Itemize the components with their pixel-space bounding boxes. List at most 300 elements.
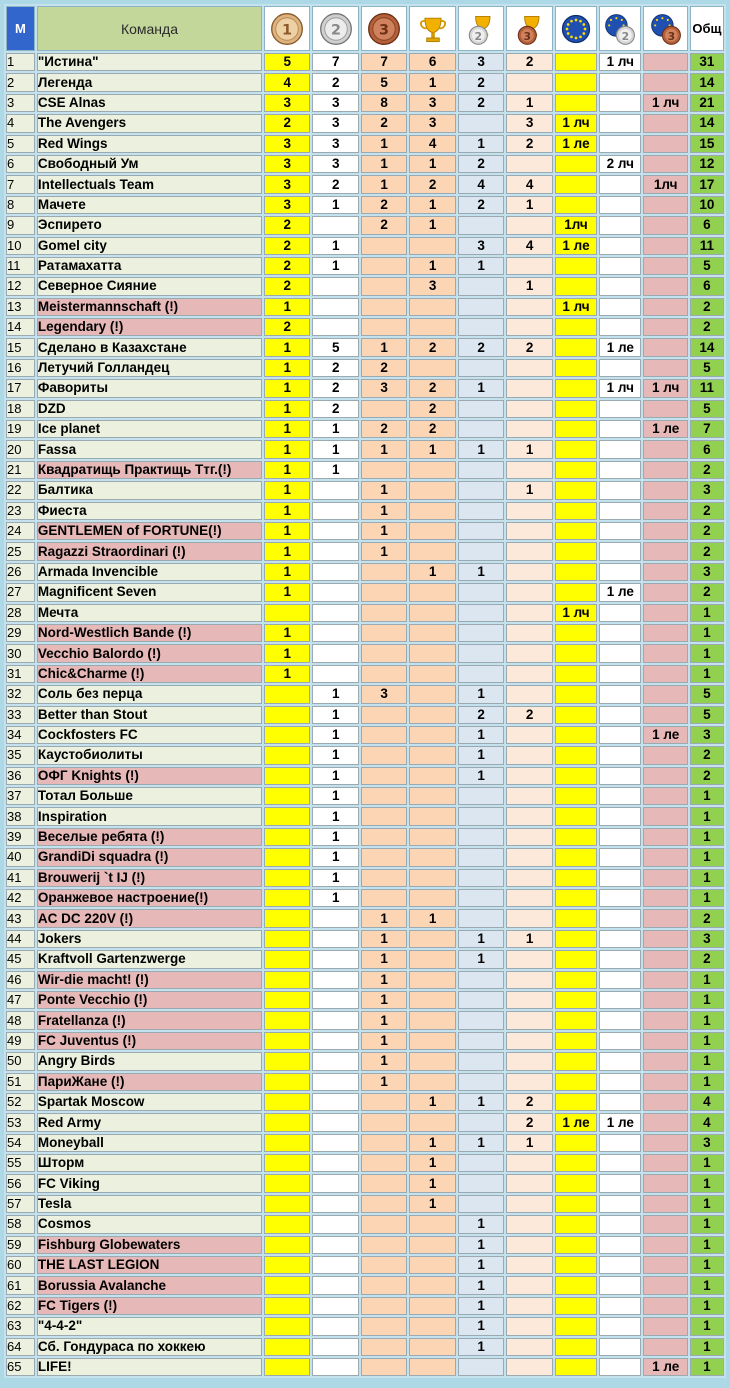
table-row bbox=[6, 1073, 724, 1091]
cell-cup-gold bbox=[409, 359, 455, 377]
cell-euro-1 bbox=[555, 400, 597, 418]
cell-cup-gold bbox=[409, 1297, 455, 1315]
table-row bbox=[6, 950, 724, 968]
cell-total: 1 bbox=[690, 1032, 724, 1050]
table-row bbox=[6, 135, 724, 153]
cell-gold bbox=[264, 1073, 310, 1091]
cell-total: 6 bbox=[690, 277, 724, 295]
cell-cup-silver bbox=[458, 848, 504, 866]
table-row bbox=[6, 624, 724, 642]
cell-total: 1 bbox=[690, 1011, 724, 1029]
cell-bronze: 1 bbox=[361, 440, 407, 458]
cell-cup-gold: 3 bbox=[409, 94, 455, 112]
cell-cup-silver bbox=[458, 869, 504, 887]
team-name: Шторм bbox=[37, 1154, 262, 1172]
cell-euro-3 bbox=[643, 828, 687, 846]
team-name: Legendary (!) bbox=[37, 318, 262, 336]
cell-euro-2 bbox=[599, 971, 641, 989]
row-number: 1 bbox=[6, 53, 35, 71]
cell-gold bbox=[264, 950, 310, 968]
cell-cup-silver bbox=[458, 787, 504, 805]
cell-euro-1 bbox=[555, 257, 597, 275]
cell-total: 1 bbox=[690, 644, 724, 662]
cell-euro-2 bbox=[599, 542, 641, 560]
row-number: 15 bbox=[6, 338, 35, 356]
cell-euro-2 bbox=[599, 216, 641, 234]
cell-silver bbox=[312, 583, 358, 601]
cell-cup-gold: 1 bbox=[409, 257, 455, 275]
cell-silver bbox=[312, 1276, 358, 1294]
cell-euro-3 bbox=[643, 685, 687, 703]
cell-cup-bronze bbox=[506, 420, 552, 438]
cell-euro-1 bbox=[555, 971, 597, 989]
cell-euro-1 bbox=[555, 1256, 597, 1274]
team-name: Fratellanza (!) bbox=[37, 1011, 262, 1029]
cell-cup-gold bbox=[409, 624, 455, 642]
cell-total: 5 bbox=[690, 400, 724, 418]
row-number: 42 bbox=[6, 889, 35, 907]
cell-euro-1 bbox=[555, 53, 597, 71]
cell-cup-gold bbox=[409, 828, 455, 846]
cell-total: 4 bbox=[690, 1113, 724, 1131]
cell-euro-3 bbox=[643, 746, 687, 764]
cell-total: 2 bbox=[690, 950, 724, 968]
cell-cup-bronze bbox=[506, 991, 552, 1009]
cell-euro-2 bbox=[599, 889, 641, 907]
cell-total: 1 bbox=[690, 787, 724, 805]
cell-bronze bbox=[361, 1236, 407, 1254]
cell-bronze bbox=[361, 665, 407, 683]
table-row bbox=[6, 1154, 724, 1172]
cell-euro-1 bbox=[555, 461, 597, 479]
cell-cup-bronze bbox=[506, 1338, 552, 1356]
cell-cup-bronze: 4 bbox=[506, 175, 552, 193]
cell-cup-silver: 2 bbox=[458, 196, 504, 214]
cell-euro-2 bbox=[599, 400, 641, 418]
svg-text:1: 1 bbox=[282, 21, 293, 38]
cell-cup-silver bbox=[458, 1073, 504, 1091]
cell-euro-1 bbox=[555, 1134, 597, 1152]
cell-euro-3 bbox=[643, 624, 687, 642]
cell-silver bbox=[312, 971, 358, 989]
table-row bbox=[6, 644, 724, 662]
cell-cup-gold: 1 bbox=[409, 440, 455, 458]
cell-cup-bronze: 1 bbox=[506, 94, 552, 112]
row-number: 8 bbox=[6, 196, 35, 214]
cell-cup-gold bbox=[409, 767, 455, 785]
cell-gold bbox=[264, 1052, 310, 1070]
cell-cup-gold bbox=[409, 298, 455, 316]
row-number: 33 bbox=[6, 706, 35, 724]
cell-euro-3 bbox=[643, 950, 687, 968]
table-row bbox=[6, 604, 724, 622]
cell-euro-3 bbox=[643, 1338, 687, 1356]
cell-euro-2 bbox=[599, 1317, 641, 1335]
cell-bronze: 1 bbox=[361, 1011, 407, 1029]
cell-euro-1 bbox=[555, 1297, 597, 1315]
cell-bronze: 1 bbox=[361, 1032, 407, 1050]
cell-euro-1 bbox=[555, 1052, 597, 1070]
cell-total: 17 bbox=[690, 175, 724, 193]
cell-cup-gold bbox=[409, 1256, 455, 1274]
cell-silver bbox=[312, 318, 358, 336]
team-name: Fassa bbox=[37, 440, 262, 458]
cell-silver bbox=[312, 1154, 358, 1172]
cell-total: 1 bbox=[690, 1276, 724, 1294]
table-row bbox=[6, 869, 724, 887]
team-name: "Истина" bbox=[37, 53, 262, 71]
team-name: FC Viking bbox=[37, 1174, 262, 1192]
cell-gold: 2 bbox=[264, 318, 310, 336]
cell-gold: 2 bbox=[264, 237, 310, 255]
cell-gold bbox=[264, 604, 310, 622]
cell-cup-gold bbox=[409, 1358, 455, 1376]
cell-euro-3 bbox=[643, 461, 687, 479]
cell-euro-1 bbox=[555, 787, 597, 805]
cell-silver: 1 bbox=[312, 807, 358, 825]
cell-silver: 3 bbox=[312, 114, 358, 132]
cell-total: 2 bbox=[690, 522, 724, 540]
cell-euro-3 bbox=[643, 73, 687, 91]
cell-euro-1 bbox=[555, 706, 597, 724]
row-number: 2 bbox=[6, 73, 35, 91]
table-row bbox=[6, 1358, 724, 1376]
cell-euro-1 bbox=[555, 644, 597, 662]
team-name: Brouwerij `t IJ (!) bbox=[37, 869, 262, 887]
cell-cup-bronze bbox=[506, 379, 552, 397]
team-name: Легенда bbox=[37, 73, 262, 91]
cell-euro-2 bbox=[599, 787, 641, 805]
team-name: Ice planet bbox=[37, 420, 262, 438]
cell-cup-gold: 2 bbox=[409, 175, 455, 193]
cell-bronze bbox=[361, 1338, 407, 1356]
cell-cup-bronze bbox=[506, 644, 552, 662]
cell-silver bbox=[312, 298, 358, 316]
cell-euro-3 bbox=[643, 542, 687, 560]
medal-gold-1-icon bbox=[264, 6, 310, 51]
team-name: Fishburg Globewaters bbox=[37, 1236, 262, 1254]
row-number: 55 bbox=[6, 1154, 35, 1172]
cell-cup-gold bbox=[409, 1215, 455, 1233]
cell-cup-bronze bbox=[506, 1256, 552, 1274]
cell-cup-bronze bbox=[506, 257, 552, 275]
row-number: 56 bbox=[6, 1174, 35, 1192]
cell-gold: 1 bbox=[264, 420, 310, 438]
cell-cup-silver: 2 bbox=[458, 73, 504, 91]
cell-cup-silver bbox=[458, 1195, 504, 1213]
cell-gold: 1 bbox=[264, 542, 310, 560]
table-row bbox=[6, 379, 724, 397]
svg-text:3: 3 bbox=[667, 29, 675, 43]
cell-total: 7 bbox=[690, 420, 724, 438]
cell-silver: 1 bbox=[312, 869, 358, 887]
cell-euro-2 bbox=[599, 1134, 641, 1152]
cell-euro-1: 1 лч bbox=[555, 114, 597, 132]
cell-cup-bronze bbox=[506, 767, 552, 785]
table-row bbox=[6, 175, 724, 193]
team-name: Cockfosters FC bbox=[37, 726, 262, 744]
cell-gold: 1 bbox=[264, 583, 310, 601]
cell-euro-2 bbox=[599, 1256, 641, 1274]
table-row bbox=[6, 726, 724, 744]
cell-euro-3 bbox=[643, 1297, 687, 1315]
cell-gold: 1 bbox=[264, 563, 310, 581]
row-number: 41 bbox=[6, 869, 35, 887]
cell-euro-1: 1лч bbox=[555, 216, 597, 234]
team-name: FC Tigers (!) bbox=[37, 1297, 262, 1315]
cell-cup-gold: 1 bbox=[409, 155, 455, 173]
cell-cup-gold bbox=[409, 1236, 455, 1254]
row-number: 24 bbox=[6, 522, 35, 540]
row-number: 40 bbox=[6, 848, 35, 866]
cell-gold bbox=[264, 1358, 310, 1376]
cell-euro-2 bbox=[599, 848, 641, 866]
cell-total: 1 bbox=[690, 1215, 724, 1233]
cell-euro-2 bbox=[599, 1032, 641, 1050]
cell-euro-1 bbox=[555, 583, 597, 601]
cell-euro-2: 1 ле bbox=[599, 583, 641, 601]
team-name: Armada Invencible bbox=[37, 563, 262, 581]
cell-euro-2 bbox=[599, 1174, 641, 1192]
row-number: 27 bbox=[6, 583, 35, 601]
row-number: 28 bbox=[6, 604, 35, 622]
cell-cup-bronze bbox=[506, 400, 552, 418]
cell-cup-gold bbox=[409, 950, 455, 968]
table-row bbox=[6, 930, 724, 948]
cell-bronze bbox=[361, 1154, 407, 1172]
team-name: Оранжевое настроение(!) bbox=[37, 889, 262, 907]
table-row bbox=[6, 1338, 724, 1356]
cell-bronze bbox=[361, 563, 407, 581]
table-row bbox=[6, 1297, 724, 1315]
cell-euro-1 bbox=[555, 1073, 597, 1091]
cell-silver: 1 bbox=[312, 767, 358, 785]
cell-gold bbox=[264, 889, 310, 907]
team-name: DZD bbox=[37, 400, 262, 418]
cell-cup-bronze bbox=[506, 665, 552, 683]
cell-cup-silver bbox=[458, 359, 504, 377]
cell-euro-3 bbox=[643, 1174, 687, 1192]
cell-gold bbox=[264, 1215, 310, 1233]
row-number: 25 bbox=[6, 542, 35, 560]
cell-euro-1 bbox=[555, 1215, 597, 1233]
cell-euro-1 bbox=[555, 481, 597, 499]
cell-euro-1 bbox=[555, 379, 597, 397]
cell-euro-1 bbox=[555, 542, 597, 560]
cell-cup-silver bbox=[458, 298, 504, 316]
cell-euro-2 bbox=[599, 318, 641, 336]
team-name: "4-4-2" bbox=[37, 1317, 262, 1335]
cell-cup-silver bbox=[458, 1052, 504, 1070]
row-number: 7 bbox=[6, 175, 35, 193]
cell-bronze: 1 bbox=[361, 155, 407, 173]
cell-total: 15 bbox=[690, 135, 724, 153]
table-row bbox=[6, 1174, 724, 1192]
cell-total: 1 bbox=[690, 1073, 724, 1091]
cell-total: 4 bbox=[690, 1093, 724, 1111]
cell-gold: 1 bbox=[264, 665, 310, 683]
cell-silver: 2 bbox=[312, 175, 358, 193]
cell-gold bbox=[264, 1338, 310, 1356]
cell-bronze bbox=[361, 583, 407, 601]
cell-cup-gold: 1 bbox=[409, 196, 455, 214]
cell-silver bbox=[312, 1032, 358, 1050]
row-number: 21 bbox=[6, 461, 35, 479]
table-row bbox=[6, 1093, 724, 1111]
cell-euro-1 bbox=[555, 1338, 597, 1356]
cell-bronze bbox=[361, 318, 407, 336]
cell-euro-2 bbox=[599, 644, 641, 662]
cell-bronze: 1 bbox=[361, 542, 407, 560]
cell-bronze: 1 bbox=[361, 991, 407, 1009]
cell-cup-gold bbox=[409, 869, 455, 887]
svg-text:2: 2 bbox=[474, 29, 483, 43]
row-number: 54 bbox=[6, 1134, 35, 1152]
cell-euro-3 bbox=[643, 481, 687, 499]
cell-silver: 3 bbox=[312, 155, 358, 173]
cell-cup-gold: 1 bbox=[409, 1093, 455, 1111]
cell-cup-silver: 1 bbox=[458, 685, 504, 703]
svg-text:2: 2 bbox=[330, 21, 341, 38]
table-row bbox=[6, 583, 724, 601]
cell-cup-silver: 4 bbox=[458, 175, 504, 193]
table-row bbox=[6, 848, 724, 866]
cell-silver bbox=[312, 950, 358, 968]
cell-euro-2: 1 ле bbox=[599, 1113, 641, 1131]
cell-euro-2: 1 лч bbox=[599, 53, 641, 71]
cell-cup-gold: 4 bbox=[409, 135, 455, 153]
team-name: Angry Birds bbox=[37, 1052, 262, 1070]
table-row bbox=[6, 216, 724, 234]
team-name: Kraftvoll Gartenzwerge bbox=[37, 950, 262, 968]
cell-euro-3 bbox=[643, 604, 687, 622]
cell-euro-1 bbox=[555, 359, 597, 377]
team-name: Северное Сияние bbox=[37, 277, 262, 295]
cell-gold bbox=[264, 930, 310, 948]
cell-silver: 5 bbox=[312, 338, 358, 356]
cell-euro-1: 1 ле bbox=[555, 1113, 597, 1131]
cell-bronze: 1 bbox=[361, 1073, 407, 1091]
row-number: 30 bbox=[6, 644, 35, 662]
cell-cup-silver: 1 bbox=[458, 563, 504, 581]
cell-euro-2 bbox=[599, 991, 641, 1009]
cell-euro-3 bbox=[643, 1195, 687, 1213]
cell-euro-2: 1 ле bbox=[599, 338, 641, 356]
cell-cup-silver bbox=[458, 889, 504, 907]
cell-cup-silver: 1 bbox=[458, 746, 504, 764]
cell-euro-2 bbox=[599, 461, 641, 479]
cell-cup-silver bbox=[458, 481, 504, 499]
cell-cup-gold: 1 bbox=[409, 216, 455, 234]
table-row bbox=[6, 502, 724, 520]
team-name: Nord-Westlich Bande (!) bbox=[37, 624, 262, 642]
cell-gold: 1 bbox=[264, 338, 310, 356]
cell-euro-3 bbox=[643, 1113, 687, 1131]
cell-total: 2 bbox=[690, 298, 724, 316]
table-row bbox=[6, 94, 724, 112]
cell-euro-2 bbox=[599, 604, 641, 622]
cell-cup-gold bbox=[409, 318, 455, 336]
cell-bronze: 1 bbox=[361, 135, 407, 153]
row-number: 53 bbox=[6, 1113, 35, 1131]
cell-cup-bronze bbox=[506, 1011, 552, 1029]
cell-euro-3 bbox=[643, 563, 687, 581]
cell-silver bbox=[312, 216, 358, 234]
cell-cup-bronze bbox=[506, 828, 552, 846]
cell-euro-3: 1 лч bbox=[643, 379, 687, 397]
cell-euro-2 bbox=[599, 420, 641, 438]
cell-euro-2 bbox=[599, 767, 641, 785]
cell-cup-gold: 1 bbox=[409, 563, 455, 581]
team-name: LIFE! bbox=[37, 1358, 262, 1376]
cell-cup-gold: 1 bbox=[409, 1154, 455, 1172]
cell-bronze: 1 bbox=[361, 522, 407, 540]
cell-bronze bbox=[361, 726, 407, 744]
cell-total: 1 bbox=[690, 1297, 724, 1315]
cell-euro-1 bbox=[555, 930, 597, 948]
cell-euro-3 bbox=[643, 440, 687, 458]
team-name: Квадратищь Практищь Ттг.(!) bbox=[37, 461, 262, 479]
cell-cup-gold bbox=[409, 807, 455, 825]
cell-euro-1 bbox=[555, 420, 597, 438]
cell-total: 1 bbox=[690, 604, 724, 622]
medal-silver-2-icon bbox=[312, 6, 358, 51]
cell-cup-silver bbox=[458, 1113, 504, 1131]
cell-euro-1 bbox=[555, 1276, 597, 1294]
cell-cup-gold bbox=[409, 522, 455, 540]
cell-gold: 1 bbox=[264, 624, 310, 642]
cell-bronze: 1 bbox=[361, 971, 407, 989]
cell-euro-1 bbox=[555, 1032, 597, 1050]
cell-gold bbox=[264, 1032, 310, 1050]
cell-bronze bbox=[361, 237, 407, 255]
cell-cup-bronze bbox=[506, 1317, 552, 1335]
svg-text:3: 3 bbox=[379, 21, 390, 38]
cell-total: 1 bbox=[690, 971, 724, 989]
cell-euro-2 bbox=[599, 502, 641, 520]
cell-cup-gold: 2 bbox=[409, 400, 455, 418]
cell-bronze bbox=[361, 298, 407, 316]
table-row bbox=[6, 1011, 724, 1029]
cell-bronze bbox=[361, 400, 407, 418]
row-number: 11 bbox=[6, 257, 35, 275]
cell-euro-2 bbox=[599, 196, 641, 214]
cell-bronze: 5 bbox=[361, 73, 407, 91]
cell-euro-3 bbox=[643, 1032, 687, 1050]
cell-cup-silver: 1 bbox=[458, 135, 504, 153]
cell-total: 2 bbox=[690, 542, 724, 560]
cell-cup-silver: 2 bbox=[458, 338, 504, 356]
table-row bbox=[6, 1032, 724, 1050]
cell-total: 1 bbox=[690, 1358, 724, 1376]
cell-gold: 2 bbox=[264, 277, 310, 295]
cell-silver bbox=[312, 1073, 358, 1091]
cell-cup-silver bbox=[458, 522, 504, 540]
cell-euro-3 bbox=[643, 991, 687, 1009]
row-number: 37 bbox=[6, 787, 35, 805]
team-name: THE LAST LEGION bbox=[37, 1256, 262, 1274]
cell-cup-bronze bbox=[506, 950, 552, 968]
row-number: 5 bbox=[6, 135, 35, 153]
cell-euro-2 bbox=[599, 359, 641, 377]
cell-silver: 1 bbox=[312, 706, 358, 724]
cell-cup-bronze bbox=[506, 1215, 552, 1233]
cell-silver bbox=[312, 604, 358, 622]
euro-disc-3-icon bbox=[643, 6, 687, 51]
team-name: Red Army bbox=[37, 1113, 262, 1131]
team-name: AC DC 220V (!) bbox=[37, 909, 262, 927]
cell-cup-bronze: 2 bbox=[506, 53, 552, 71]
